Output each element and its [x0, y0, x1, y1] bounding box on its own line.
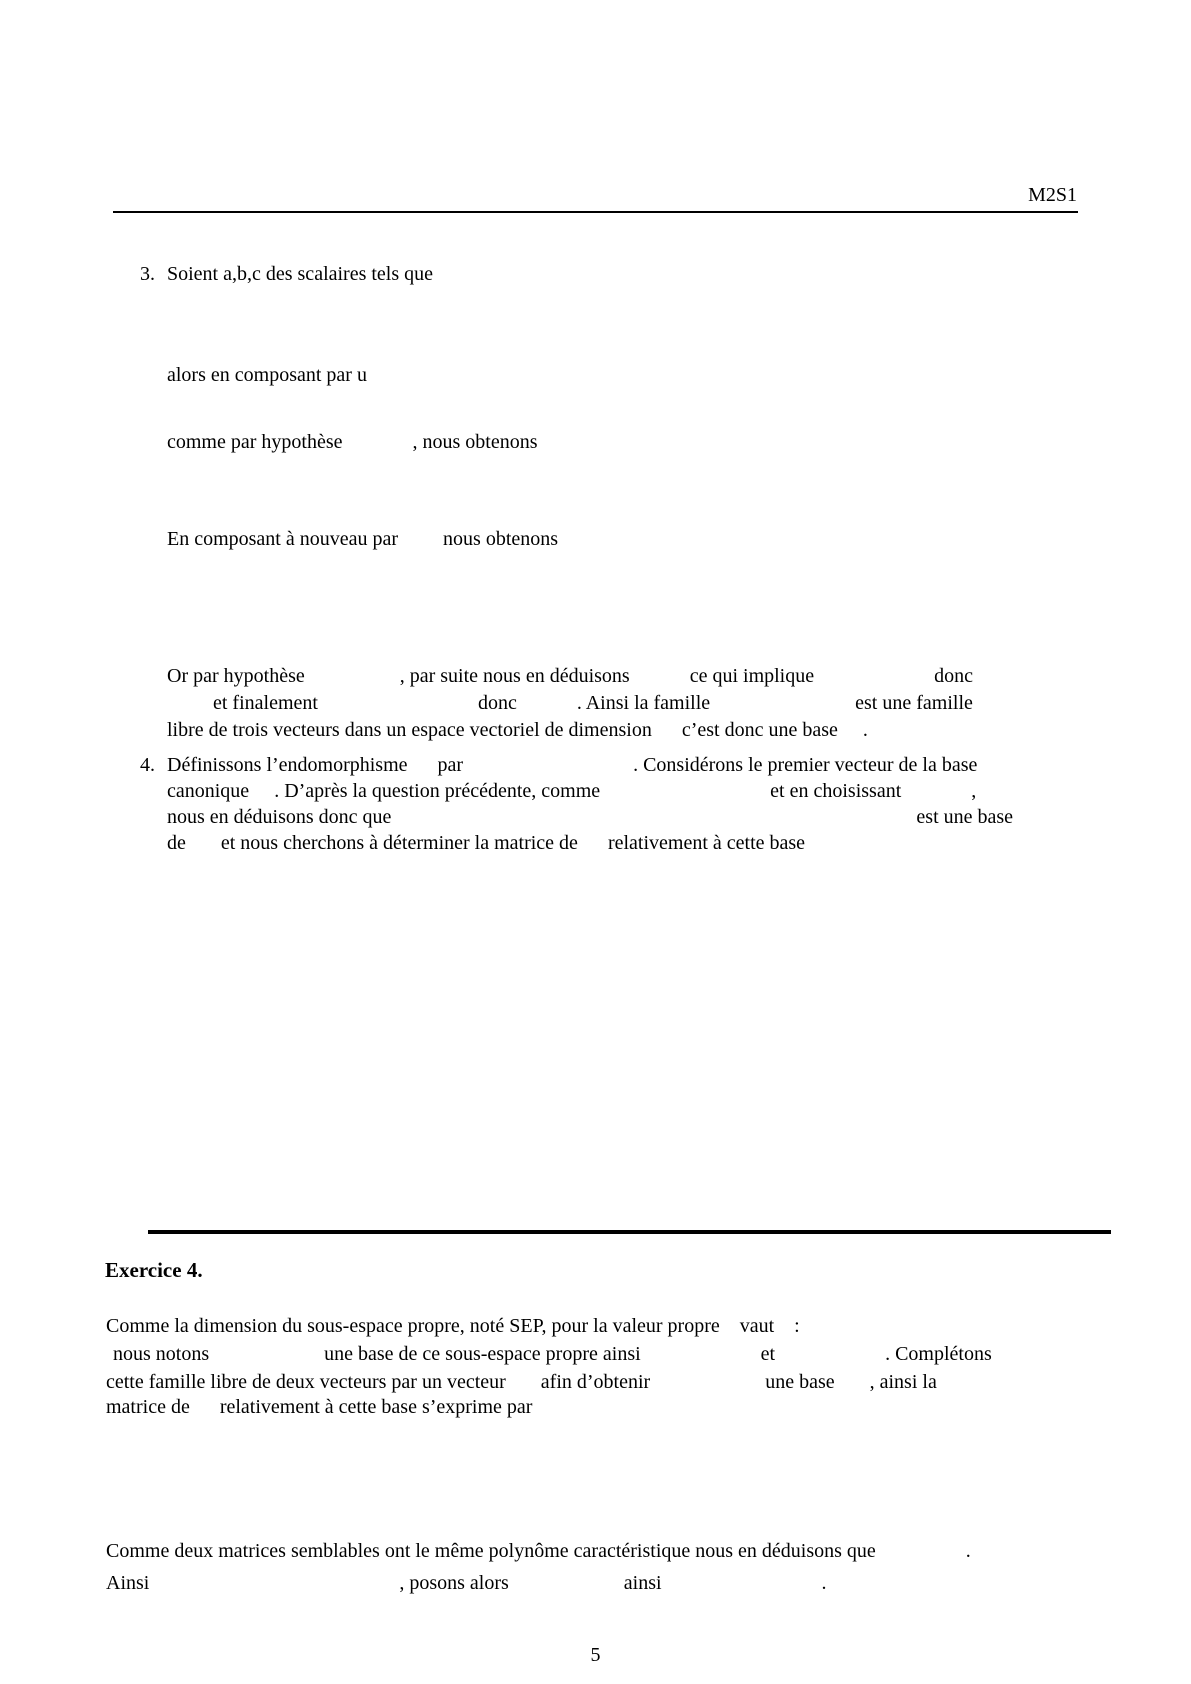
exercise4-paragraph1-line-1: Comme la dimension du sous-espace propre, noté SEP, pour la valeur propre vaut : — [106, 1315, 800, 1337]
item3-compose-again-line: En composant à nouveau par nous obtenons — [167, 528, 559, 550]
item4-number: 4. — [140, 754, 155, 776]
item3-hypothesis-line: comme par hypothèse , nous obtenons — [167, 431, 538, 453]
exercise4-paragraph1-line-3: cette famille libre de deux vecteurs par un vecteur afin d’obtenir une base , ainsi la — [106, 1371, 937, 1393]
item4-line-1: Définissons l’endomorphisme par . Considérons le premier vecteur de la base — [167, 754, 978, 776]
exercise4-paragraph2-line-1: Comme deux matrices semblables ont le même polynôme caractéristique nous en déduisons que . — [106, 1540, 971, 1562]
item3-conclusion-line-1: Or par hypothèse , par suite nous en déduisons ce qui implique donc — [167, 665, 973, 687]
item3-compose-u-line: alors en composant par u — [167, 364, 367, 386]
page-number: 5 — [590, 1644, 601, 1666]
exercise4-paragraph1-line-4: matrice de relativement à cette base s’exprime par — [106, 1396, 533, 1418]
item4-line-4: de et nous cherchons à déterminer la matrice de relativement à cette base — [167, 832, 806, 854]
exercise4-title: Exercice 4. — [105, 1258, 203, 1282]
section-separator-rule — [148, 1230, 1111, 1234]
header-course-code: M2S1 — [1028, 184, 1077, 206]
item3-conclusion-line-3: libre de trois vecteurs dans un espace vectoriel de dimension c’est donc une base . — [167, 719, 868, 741]
item3-number: 3. — [140, 263, 155, 285]
item3-conclusion-line-2: et finalement donc . Ainsi la famille est une famille — [213, 692, 973, 714]
exercise4-paragraph1-line-2: nous notons une base de ce sous-espace propre ainsi et . Complétons — [113, 1343, 992, 1365]
item4-line-2: canonique . D’après la question précédente, comme et en choisissant , — [167, 780, 977, 802]
item4-line-3: nous en déduisons donc que est une base — [167, 806, 1014, 828]
item3-intro-line: Soient a,b,c des scalaires tels que — [167, 263, 434, 285]
header-rule — [113, 211, 1078, 213]
exercise4-paragraph2-line-2: Ainsi , posons alors ainsi . — [106, 1572, 827, 1594]
